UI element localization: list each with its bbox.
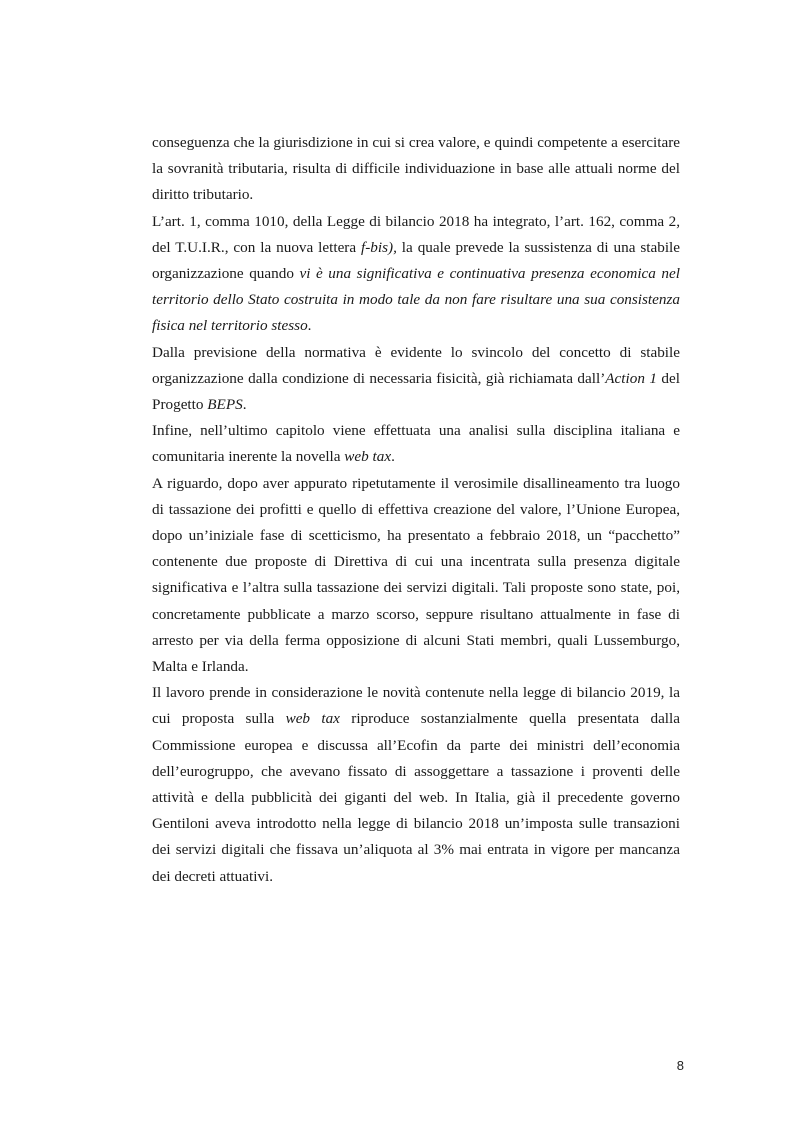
- paragraph: [152, 130, 680, 209]
- italic-text-run: vi è una significativa e continuativa presenza economica nel territorio dello Stato costruita in modo tale da non fare risultare una sua consistenza fisica nel territorio stesso: [152, 265, 680, 335]
- paragraph: [152, 418, 680, 470]
- italic-text-run: web tax: [285, 710, 340, 728]
- italic-text-run: Action 1: [605, 369, 657, 387]
- paragraph: [152, 340, 680, 419]
- italic-text-run: f-bis),: [361, 238, 397, 256]
- text-run: conseguenza che la giurisdizione in cui si crea valore, e quindi competente a esercitare la sovranità tributaria, risulta di difficile individuazione in base alle attuali norme del diritto tributario.: [152, 134, 680, 204]
- text-run: Infine, nell’ultimo capitolo viene effettuata una analisi sulla disciplina italiana e comunitaria inerente la novella: [152, 422, 680, 466]
- text-run: Il lavoro prende in considerazione le novità contenute nella legge di bilancio 2019, la cui proposta sulla: [152, 684, 680, 728]
- text-run: .: [307, 317, 312, 335]
- paragraph: [152, 680, 680, 890]
- paragraph: [152, 471, 680, 681]
- text-run: .: [391, 448, 395, 466]
- text-run: .: [242, 396, 247, 414]
- text-run: Dalla previsione della normativa è evidente lo svincolo del concetto di stabile organizzazione dalla condizione di necessaria fisicità, già richiamata dall’: [152, 343, 680, 387]
- text-run: la quale prevede la sussistenza di una stabile organizzazione quando: [152, 238, 680, 283]
- text-run: L’art. 1, comma 1010, della Legge di bilancio 2018 ha integrato, l’art. 162, comma 2, del T.U.I.R., con la nuova lettera: [152, 212, 680, 256]
- italic-text-run: web tax: [344, 448, 392, 466]
- text-run: A riguardo, dopo aver appurato ripetutamente il verosimile disallineamento tra luogo di tassazione dei profitti e quello di effettiva creazione del valore, l’Unione Europea, dopo un’iniziale fase di scetticismo, ha presentato a febbraio 2018, un “pacchetto” contenente due proposte di Direttiva di cui una incentrata sulla presenza digitale significativa e l’altra sulla tassazione dei servizi digitali. Tali proposte sono state, poi, concretamente pubblicate a marzo scorso, seppure risultano attualmente in fase di arresto per via della ferma opposizione di alcuni Stati membri, quali Lussemburgo, Malta e Irlanda.: [152, 474, 680, 676]
- paragraph: [152, 209, 680, 340]
- body-text: [152, 130, 680, 890]
- italic-text-run: BEPS: [207, 396, 243, 414]
- text-run: riproduce sostanzialmente quella presentata dalla Commissione europea e discussa all’Ecofin da parte dei ministri dell’economia dell’eurogruppo, che avevano fissato di assoggettare a tassazione i proventi delle attività e della pubblicità dei giganti del web. In Italia, già il precedente governo Gentiloni aveva introdotto nella legge di bilancio 2018 un’imposta sulle transazioni dei servizi digitali che fissava un’aliquota al 3% mai entrata in vigore per mancanza dei decreti attuativi.: [152, 710, 680, 885]
- text-run: del Progetto: [152, 369, 680, 414]
- page-number: 8: [676, 1058, 684, 1073]
